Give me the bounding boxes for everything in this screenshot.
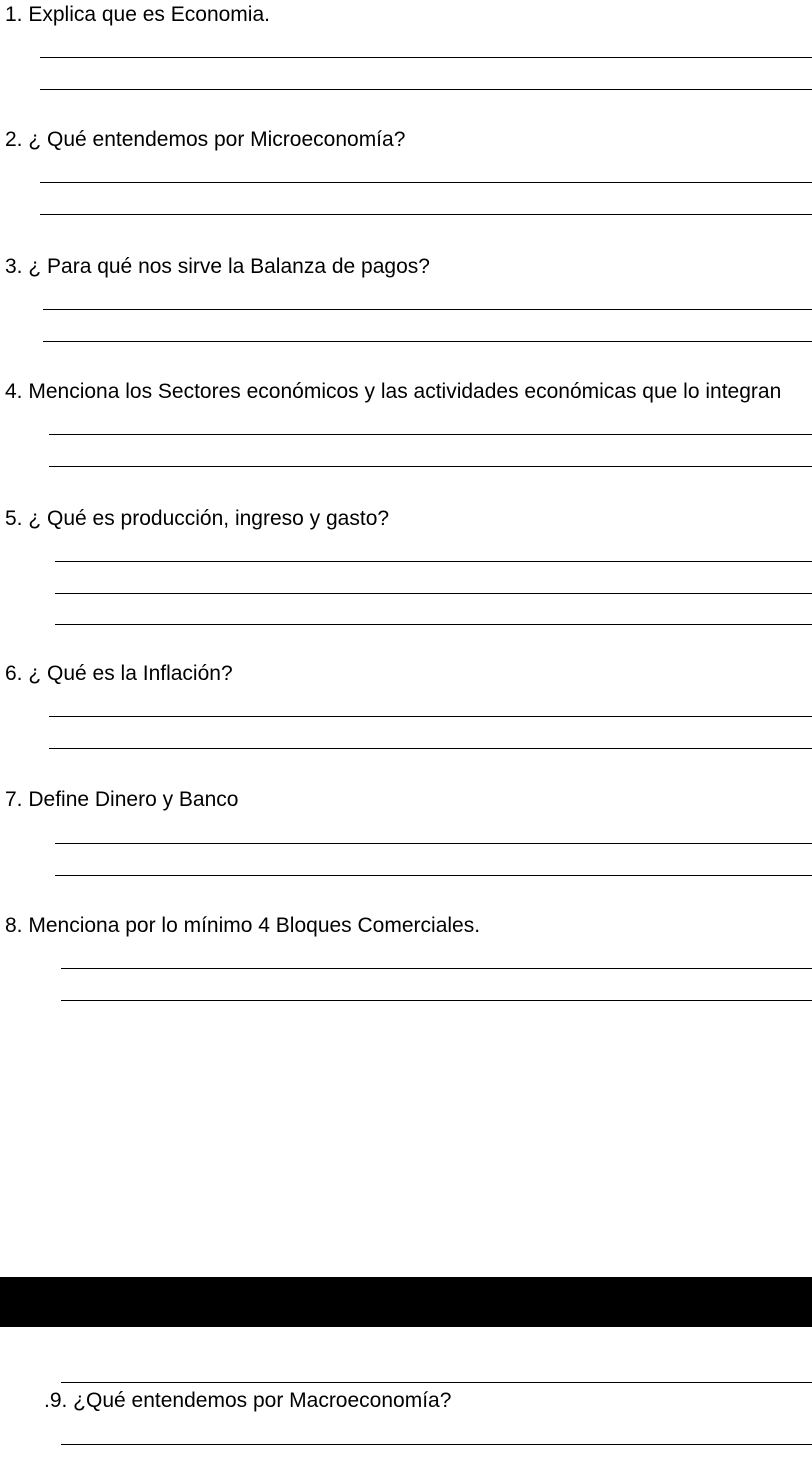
answer-line[interactable] [55, 593, 812, 594]
answer-line[interactable] [43, 341, 812, 342]
question-9: .9. ¿Qué entendemos por Macroeconomía? [44, 1389, 452, 1412]
question-8: 8. Menciona por lo mínimo 4 Bloques Comerciales. [5, 914, 481, 937]
question-3: 3. ¿ Para qué nos sirve la Balanza de pagos? [5, 255, 430, 278]
answer-line[interactable] [43, 309, 812, 310]
answer-line[interactable] [55, 624, 812, 625]
answer-line[interactable] [49, 466, 812, 467]
answer-line[interactable] [61, 968, 812, 969]
answer-line[interactable] [49, 716, 812, 717]
answer-line[interactable] [40, 89, 812, 90]
black-band [0, 1277, 812, 1327]
answer-line[interactable] [40, 57, 812, 58]
answer-line[interactable] [61, 1444, 812, 1445]
answer-line[interactable] [40, 182, 812, 183]
question-5: 5. ¿ Qué es producción, ingreso y gasto? [5, 507, 390, 530]
answer-line[interactable] [61, 1000, 812, 1001]
question-7: 7. Define Dinero y Banco [5, 788, 239, 811]
question-6: 6. ¿ Qué es la Inflación? [5, 662, 233, 685]
answer-line[interactable] [49, 434, 812, 435]
answer-line[interactable] [61, 1382, 812, 1383]
question-2: 2. ¿ Qué entendemos por Microeconomía? [5, 128, 406, 151]
answer-line[interactable] [49, 748, 812, 749]
answer-line[interactable] [55, 875, 812, 876]
question-1: 1. Explica que es Economia. [5, 3, 270, 26]
answer-line[interactable] [55, 561, 812, 562]
answer-line[interactable] [40, 214, 812, 215]
answer-line[interactable] [55, 843, 812, 844]
question-4: 4. Menciona los Sectores económicos y las actividades económicas que lo integran [5, 380, 782, 403]
